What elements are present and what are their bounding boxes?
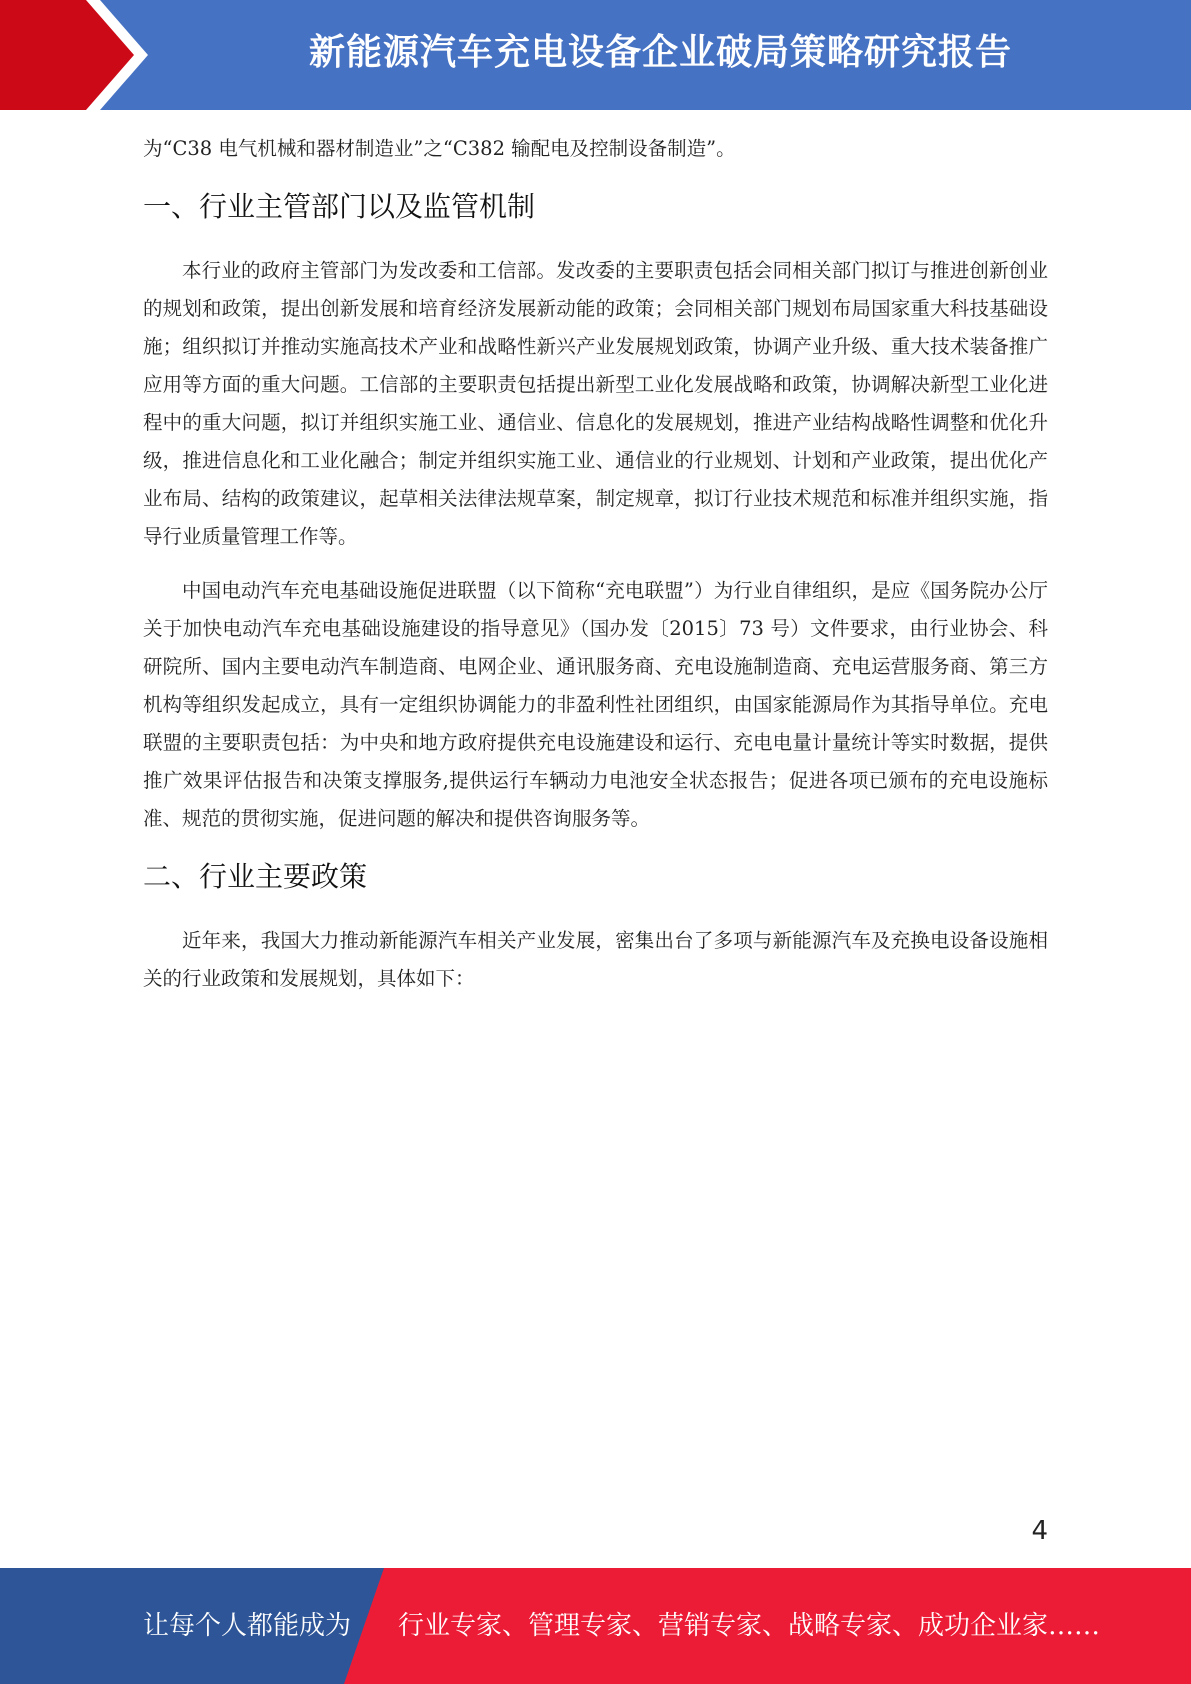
document-body	[143, 130, 1048, 1014]
page-number: 4	[1031, 1516, 1048, 1546]
section-heading-policies: 二、行业主要政策	[143, 860, 368, 893]
report-title: 新能源汽车充电设备企业破局策略研究报告	[308, 32, 1012, 73]
paragraph: 本行业的政府主管部门为发改委和工信部。发改委的主要职责包括会同相关部门拟订与推进创新创业的规划和政策，提出创新发展和培育经济发展新动能的政策；会同相关部门规划布局国家重大科技基础设施；组织拟订并推动实施高技术产业和战略性新兴产业发展规划政策，协调产业升级、重大技术装备推广应用等方面的重大问题。工信部的主要职责包括提出新型工业化发展战略和政策，协调解决新型工业化进程中的重大问题，拟订并组织实施工业、通信业、信息化的发展规划，推进产业结构战略性调整和优化升级，推进信息化和工业化融合；制定并组织实施工业、通信业的行业规划、计划和产业政策，提出优化产业布局、结构的政策建议，起草相关法律法规草案，制定规章，拟订行业技术规范和标准并组织实施，指导行业质量管理工作等。	[143, 259, 1048, 548]
paragraph: 近年来，我国大力推动新能源汽车相关产业发展，密集出台了多项与新能源汽车及充换电设备设施相关的行业政策和发展规划，具体如下：	[143, 929, 1048, 990]
footer-slogan-left: 让每个人都能成为	[143, 1611, 352, 1641]
footer-banner	[0, 1568, 1191, 1684]
lead-line: 为“C38 电气机械和器材制造业”之“C382 输配电及控制设备制造”。	[143, 137, 736, 160]
paragraph: 中国电动汽车充电基础设施促进联盟（以下简称“充电联盟”）为行业自律组织，是应《国务院办公厅关于加快电动汽车充电基础设施建设的指导意见》（国办发〔2015〕73 号）文件要求，由行业协会、科研院所、国内主要电动汽车制造商、电网企业、通讯服务商、充电设施制造商、充电运营服务商、第三方机构等组织发起成立，具有一定组织协调能力的非盈利性社团组织，由国家能源局作为其指导单位。充电联盟的主要职责包括：为中央和地方政府提供充电设施建设和运行、充电电量计量统计等实时数据，提供推广效果评估报告和决策支撑服务,提供运行车辆动力电池安全状态报告；促进各项已颁布的充电设施标准、规范的贯彻实施，促进问题的解决和提供咨询服务等。	[143, 579, 1048, 830]
section-heading-regulators: 一、行业主管部门以及监管机制	[143, 190, 536, 223]
footer-slogan-right: 行业专家、管理专家、营销专家、战略专家、成功企业家……	[398, 1611, 1101, 1641]
header-banner	[0, 0, 1191, 110]
